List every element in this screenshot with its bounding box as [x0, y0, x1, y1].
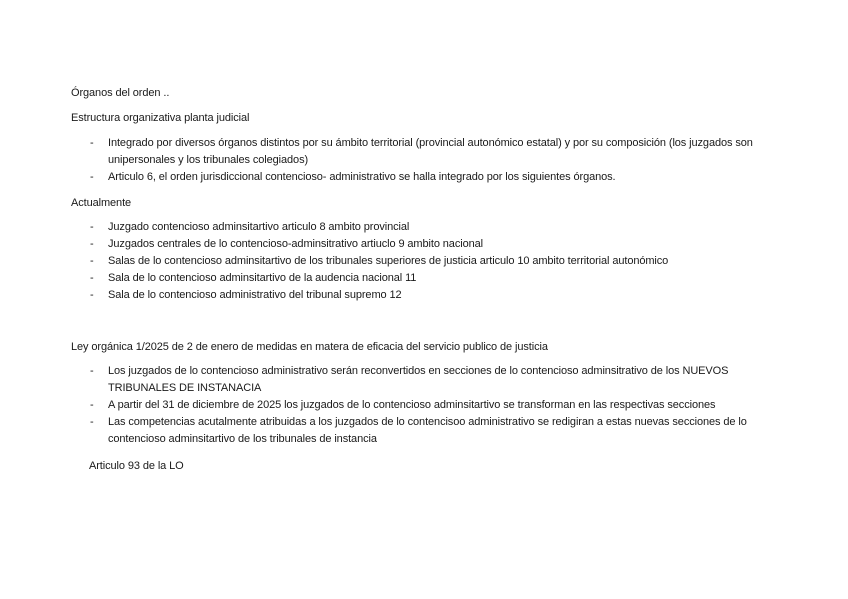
list-item: [71, 219, 791, 236]
heading-actualmente: Actualmente: [71, 197, 132, 209]
list-item-text: Juzgados centrales de lo contencioso-adminsitrativo artiuclo 9 ambito nacional: [108, 238, 483, 250]
list-item-text: Los juzgados de lo contencioso administrativo serán reconvertidos en secciones de lo contencioso adminsitrativo de los NUEVOS TRIBUNALES DE INSTANACIA: [108, 365, 729, 394]
bullet-dash: -: [90, 171, 94, 183]
list-actualmente: [71, 219, 791, 304]
list-item: [71, 414, 791, 448]
bullet-dash: -: [90, 416, 94, 428]
footer-note: Articulo 93 de la LO: [89, 460, 184, 472]
list-item-text: Articulo 6, el orden jurisdiccional contencioso- administrativo se halla integrado por los siguientes órganos.: [108, 171, 616, 183]
list-item-text: Salas de lo contencioso adminsitartivo de los tribunales superiores de justicia articulo 10 ambito territorial autonómico: [108, 255, 669, 267]
bullet-dash: -: [90, 399, 94, 411]
list-item: [71, 363, 791, 397]
list-item: [71, 397, 791, 414]
list-item-text: Las competencias acutalmente atribuidas a los juzgados de lo contencisoo administrativo se redigiran a estas nuevas secciones de lo contencioso adminsitartivo de los tribunales de instancia: [108, 416, 747, 445]
list-ley-organica: [71, 363, 791, 448]
list-item-text: Sala de lo contencioso adminsitartivo de la audencia nacional 11: [108, 272, 417, 284]
list-item-text: Sala de lo contencioso administrativo del tribunal supremo 12: [108, 289, 402, 301]
list-item-text: Integrado por diversos órganos distintos por su ámbito territorial (provincial autonómico estatal) y por su composición (los juzgados son unipersonales y los tribunales colegiados): [108, 137, 753, 166]
bullet-dash: -: [90, 137, 94, 149]
bullet-dash: -: [90, 238, 94, 250]
bullet-dash: -: [90, 272, 94, 284]
list-item-text: A partir del 31 de diciembre de 2025 los juzgados de lo contencioso adminsitartivo se transforman en las respectivas secciones: [108, 399, 716, 411]
bullet-dash: -: [90, 255, 94, 267]
bullet-dash: -: [90, 365, 94, 377]
list-item: [71, 169, 791, 186]
bullet-dash: -: [90, 289, 94, 301]
heading-ley-organica: Ley orgánica 1/2025 de 2 de enero de medidas en matera de eficacia del servicio publico de justicia: [71, 341, 548, 353]
bullet-dash: -: [90, 221, 94, 233]
heading-organos: Órganos del orden ..: [71, 87, 170, 99]
list-item: [71, 270, 791, 287]
list-item-text: Juzgado contencioso adminsitartivo articulo 8 ambito provincial: [108, 221, 410, 233]
list-item: [71, 287, 791, 304]
heading-estructura: Estructura organizativa planta judicial: [71, 112, 250, 124]
list-item: [71, 253, 791, 270]
list-item: [71, 236, 791, 253]
list-estructura: [71, 135, 791, 186]
list-item: [71, 135, 791, 169]
